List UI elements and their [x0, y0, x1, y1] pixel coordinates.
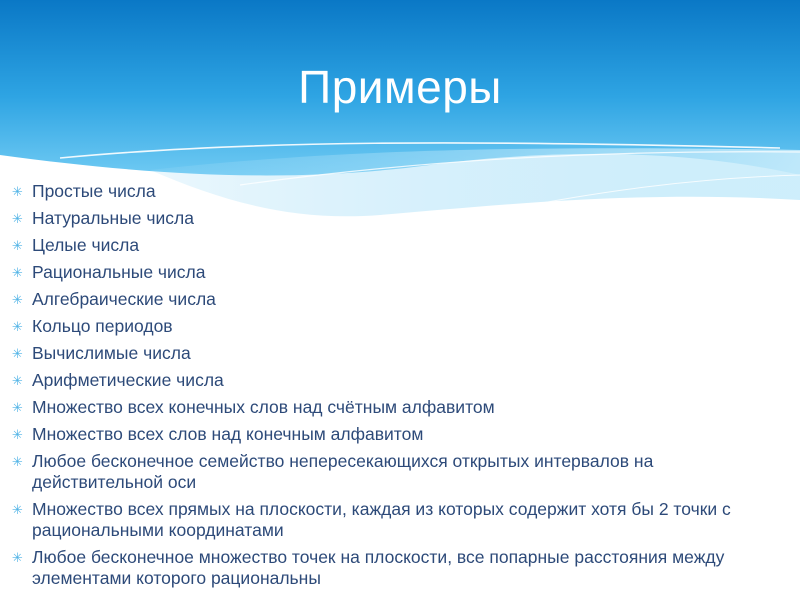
bullet-item	[12, 547, 772, 589]
bullet-text: Алгебраические числа	[32, 289, 216, 309]
bullet-text: Любое бесконечное семейство непересекающихся открытых интервалов на действительной оси	[32, 451, 654, 492]
bullet-marker-icon: ✳	[12, 427, 23, 442]
bullet-marker-icon: ✳	[12, 265, 23, 280]
bullet-marker-icon: ✳	[12, 502, 23, 517]
bullet-item	[12, 181, 772, 202]
bullet-text: Вычислимые числа	[32, 343, 191, 363]
bullet-text: Любое бесконечное множество точек на плоскости, все попарные расстояния между элементами которого рациональны	[32, 547, 725, 588]
bullet-list	[12, 181, 772, 595]
bullet-item	[12, 397, 772, 418]
bullet-marker-icon: ✳	[12, 184, 23, 199]
bullet-text: Множество всех конечных слов над счётным алфавитом	[32, 397, 495, 417]
bullet-marker-icon: ✳	[12, 211, 23, 226]
bullet-item	[12, 316, 772, 337]
bullet-text: Кольцо периодов	[32, 316, 173, 336]
bullet-item	[12, 451, 772, 493]
bullet-marker-icon: ✳	[12, 400, 23, 415]
bullet-marker-icon: ✳	[12, 292, 23, 307]
bullet-text: Целые числа	[32, 235, 140, 255]
bullet-text: Натуральные числа	[32, 208, 194, 228]
slide-title: Примеры	[298, 61, 502, 113]
bullet-item	[12, 424, 772, 445]
bullet-item	[12, 289, 772, 310]
bullet-text: Множество всех слов над конечным алфавитом	[32, 424, 424, 444]
bullet-text: Арифметические числа	[32, 370, 224, 390]
bullet-item	[12, 262, 772, 283]
bullet-item	[12, 499, 772, 541]
bullet-marker-icon: ✳	[12, 373, 23, 388]
bullet-item	[12, 208, 772, 229]
bullet-marker-icon: ✳	[12, 550, 23, 565]
bullet-item	[12, 235, 772, 256]
bullet-marker-icon: ✳	[12, 319, 23, 334]
bullet-marker-icon: ✳	[12, 454, 23, 469]
bullet-item	[12, 370, 772, 391]
bullet-marker-icon: ✳	[12, 346, 23, 361]
bullet-marker-icon: ✳	[12, 238, 23, 253]
bullet-text: Простые числа	[32, 181, 156, 201]
bullet-text: Рациональные числа	[32, 262, 206, 282]
bullet-item	[12, 343, 772, 364]
bullet-text: Множество всех прямых на плоскости, каждая из которых содержит хотя бы 2 точки с рациональными координатами	[32, 499, 731, 540]
